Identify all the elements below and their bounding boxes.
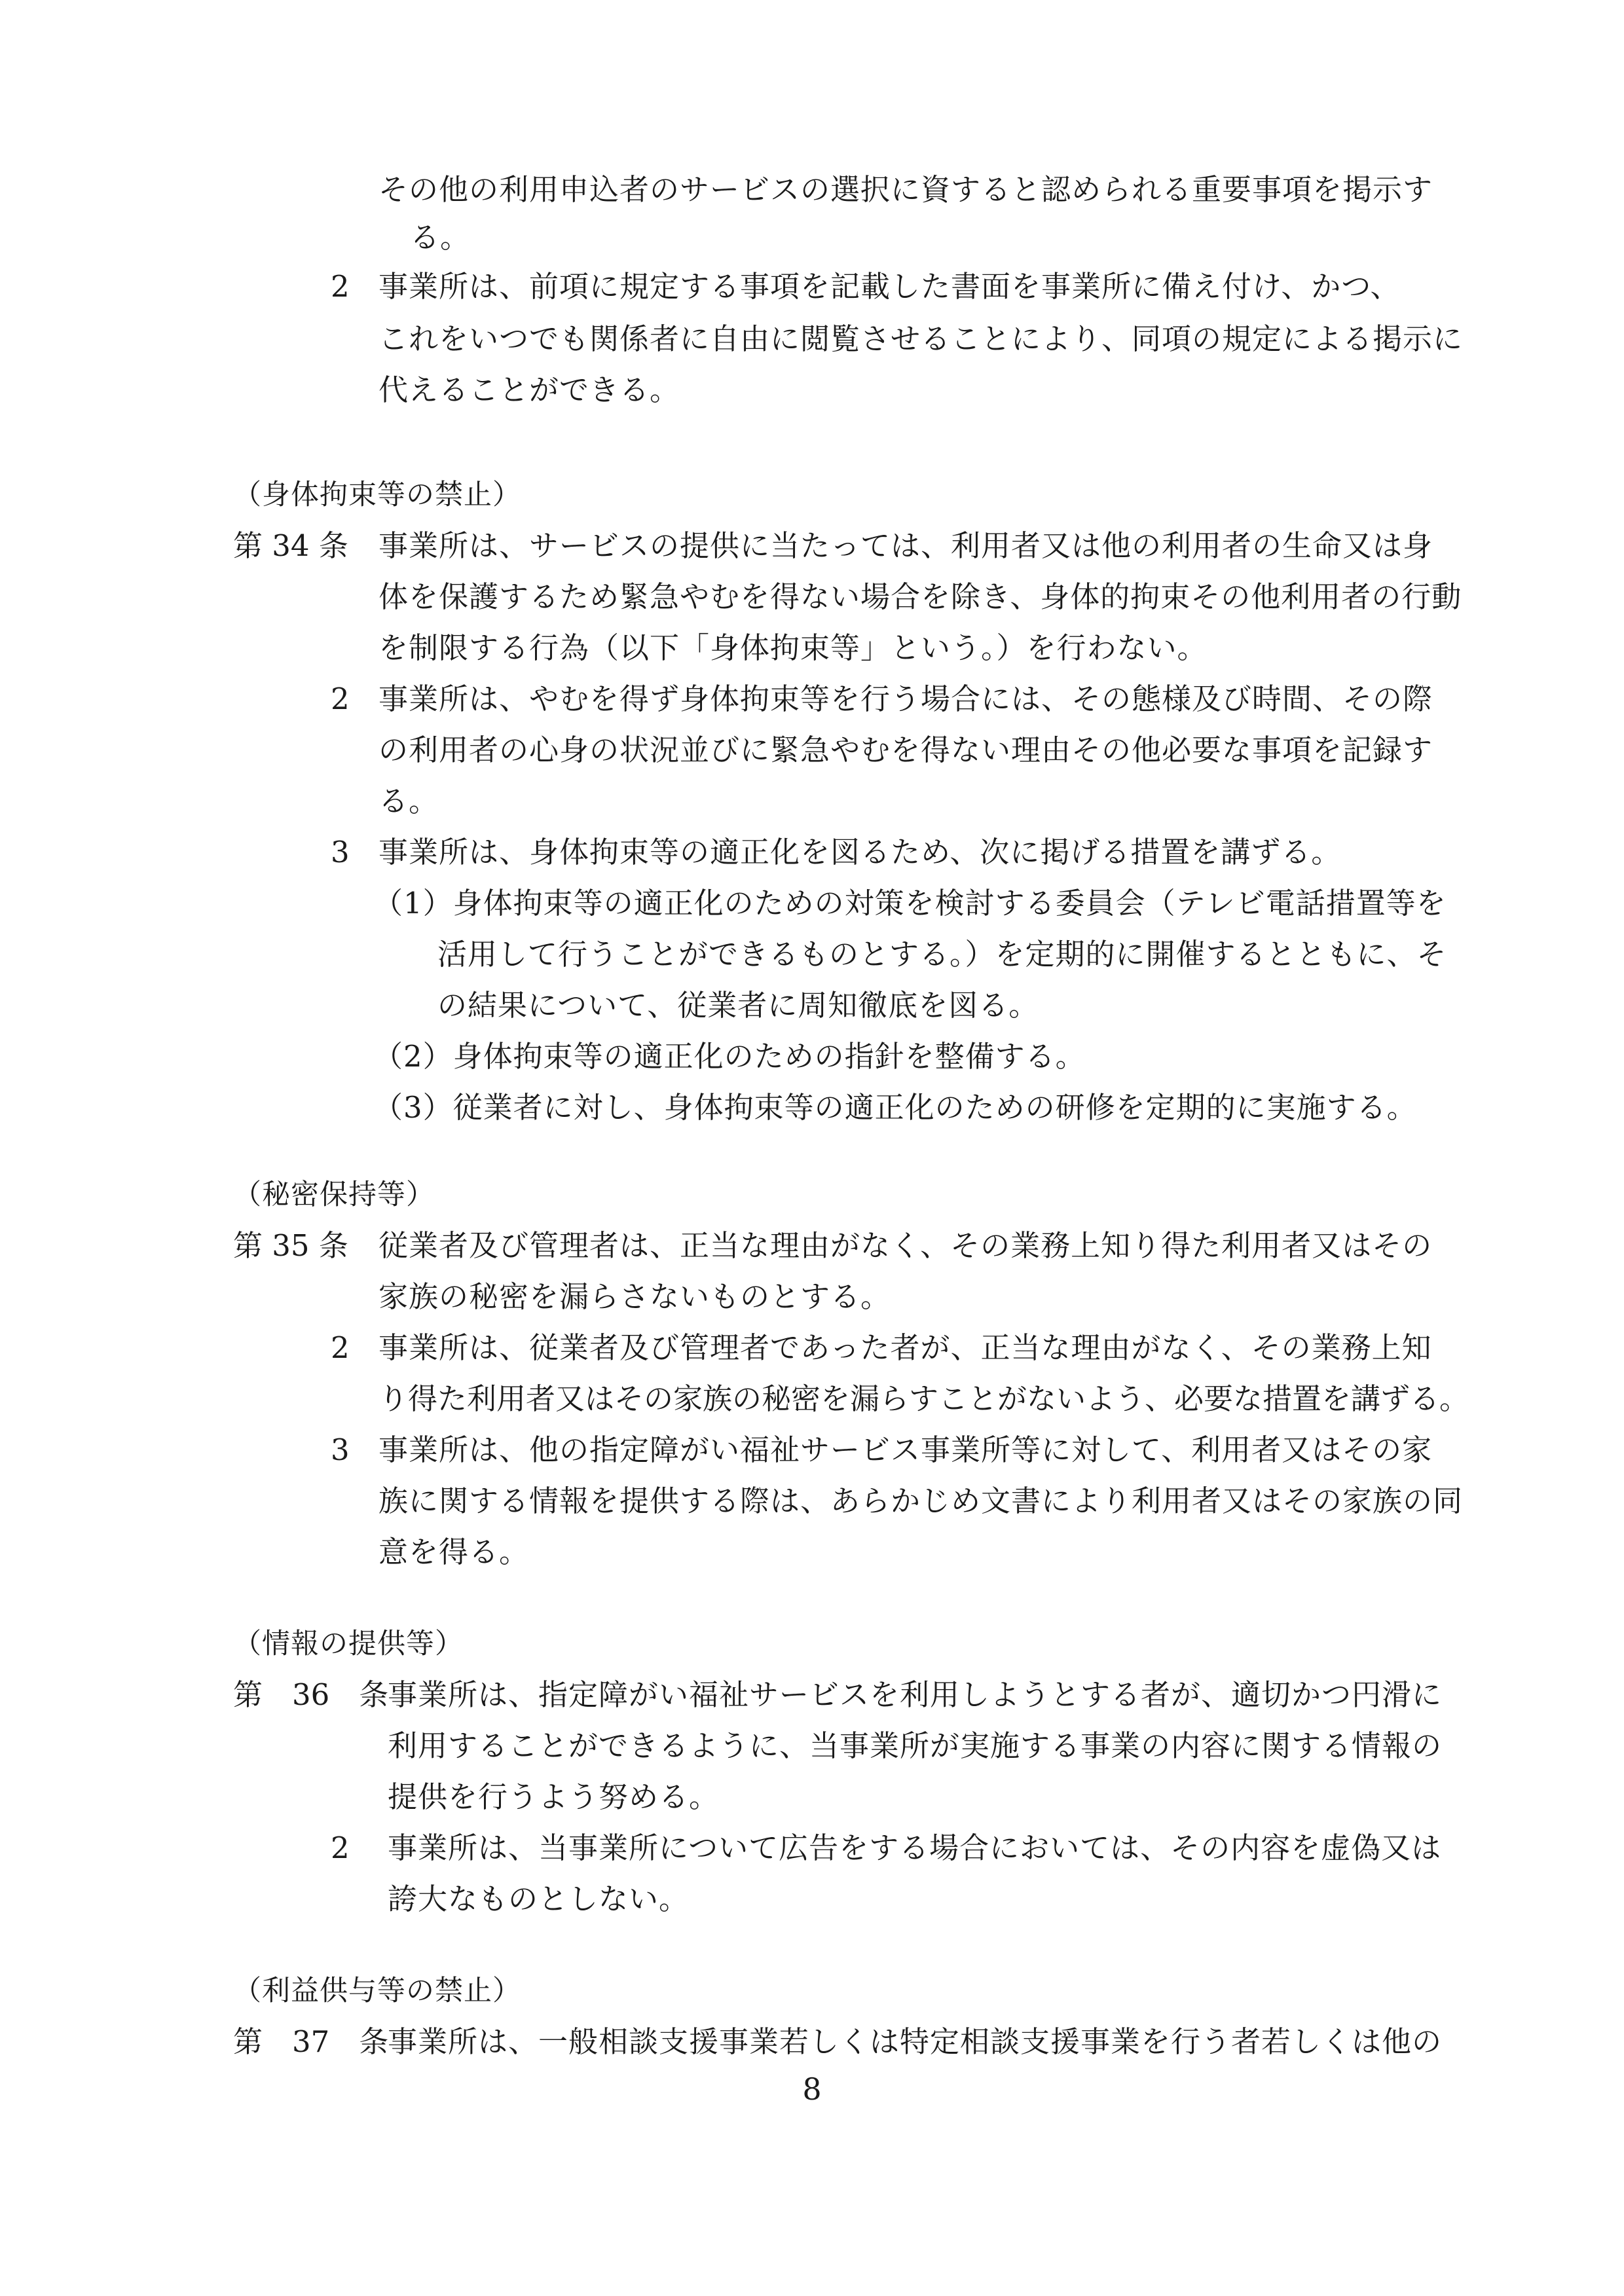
- page-number: 8: [802, 2071, 822, 2107]
- body-line: 事業所は、サービスの提供に当たっては、利用者又は他の利用者の生命又は身: [378, 528, 1433, 563]
- article-heading: （情報の提供等）: [233, 1628, 464, 1660]
- article-number: 第 36 条: [233, 1677, 389, 1712]
- body-line: る。: [410, 220, 471, 255]
- body-line: る。: [378, 784, 439, 818]
- body-line: これをいつでも関係者に自由に閲覧させることにより、同項の規定による掲示に: [378, 321, 1464, 356]
- body-line: 事業所は、身体拘束等の適正化を図るため、次に掲げる措置を講ずる。: [378, 835, 1342, 869]
- article-number: 第 34 条: [233, 528, 348, 563]
- body-line: 代えることができる。: [378, 373, 680, 407]
- body-line: 事業所は、従業者及び管理者であった者が、正当な理由がなく、その業務上知: [378, 1330, 1432, 1365]
- body-line: り得た利用者又はその家族の秘密を漏らすことがないよう、必要な措置を講ずる。: [378, 1381, 1469, 1416]
- body-line: 提供を行うよう努める。: [388, 1779, 720, 1814]
- list-item: （1）身体拘束等の適正化のための対策を検討する委員会（テレビ電話措置等を: [373, 886, 1447, 920]
- body-line: を制限する行為（以下「身体拘束等」という。）を行わない。: [378, 630, 1208, 665]
- body-line: 誇大なものとしない。: [388, 1882, 690, 1916]
- body-line: 事業所は、前項に規定する事項を記載した書面を事業所に備え付け、かつ、: [378, 269, 1401, 304]
- body-line: 事業所は、やむを得ず身体拘束等を行う場合には、その態様及び時間、その際: [378, 682, 1433, 716]
- body-line: 体を保護するため緊急やむを得ない場合を除き、身体的拘束その他利用者の行動: [378, 579, 1462, 614]
- body-line: 事業所は、他の指定障がい福祉サービス事業所等に対して、利用者又はその家: [378, 1432, 1433, 1467]
- body-line: 活用して行うことができるものとする。）を定期的に開催するとともに、そ: [437, 937, 1447, 972]
- paragraph-number: 2: [331, 682, 350, 716]
- body-line: 意を得る。: [378, 1535, 530, 1569]
- article-heading: （秘密保持等）: [233, 1178, 435, 1211]
- body-line: 事業所は、一般相談支援事業若しくは特定相談支援事業を行う者若しくは他の: [388, 2024, 1443, 2059]
- body-line: 利用することができるように、当事業所が実施する事業の内容に関する情報の: [388, 1728, 1443, 1763]
- paragraph-number: 3: [331, 1432, 350, 1467]
- article-heading: （身体拘束等の禁止）: [233, 479, 521, 511]
- body-line: 事業所は、指定障がい福祉サービスを利用しようとする者が、適切かつ円滑に: [388, 1677, 1443, 1712]
- list-item: （2）身体拘束等の適正化のための指針を整備する。: [373, 1039, 1086, 1074]
- body-line: その他の利用申込者のサービスの選択に資すると認められる重要事項を掲示す: [378, 172, 1433, 207]
- paragraph-number: 2: [331, 1330, 350, 1365]
- list-item: （3）従業者に対し、身体拘束等の適正化のための研修を定期的に実施する。: [373, 1090, 1417, 1125]
- paragraph-number: 2: [331, 1831, 350, 1865]
- paragraph-number: 3: [331, 835, 350, 869]
- article-number: 第 35 条: [233, 1228, 348, 1263]
- body-line: 家族の秘密を漏らさないものとする。: [378, 1279, 891, 1314]
- paragraph-number: 2: [331, 269, 350, 304]
- body-line: 事業所は、当事業所について広告をする場合においては、その内容を虚偽又は: [388, 1831, 1442, 1865]
- body-line: の結果について、従業者に周知徹底を図る。: [437, 988, 1039, 1023]
- article-number: 第 37 条: [233, 2024, 389, 2059]
- body-line: 従業者及び管理者は、正当な理由がなく、その業務上知り得た利用者又はその: [378, 1228, 1433, 1263]
- body-line: 族に関する情報を提供する際は、あらかじめ文書により利用者又はその家族の同: [378, 1484, 1464, 1518]
- body-line: の利用者の心身の状況並びに緊急やむを得ない理由その他必要な事項を記録す: [378, 733, 1433, 767]
- article-heading: （利益供与等の禁止）: [233, 1975, 521, 2007]
